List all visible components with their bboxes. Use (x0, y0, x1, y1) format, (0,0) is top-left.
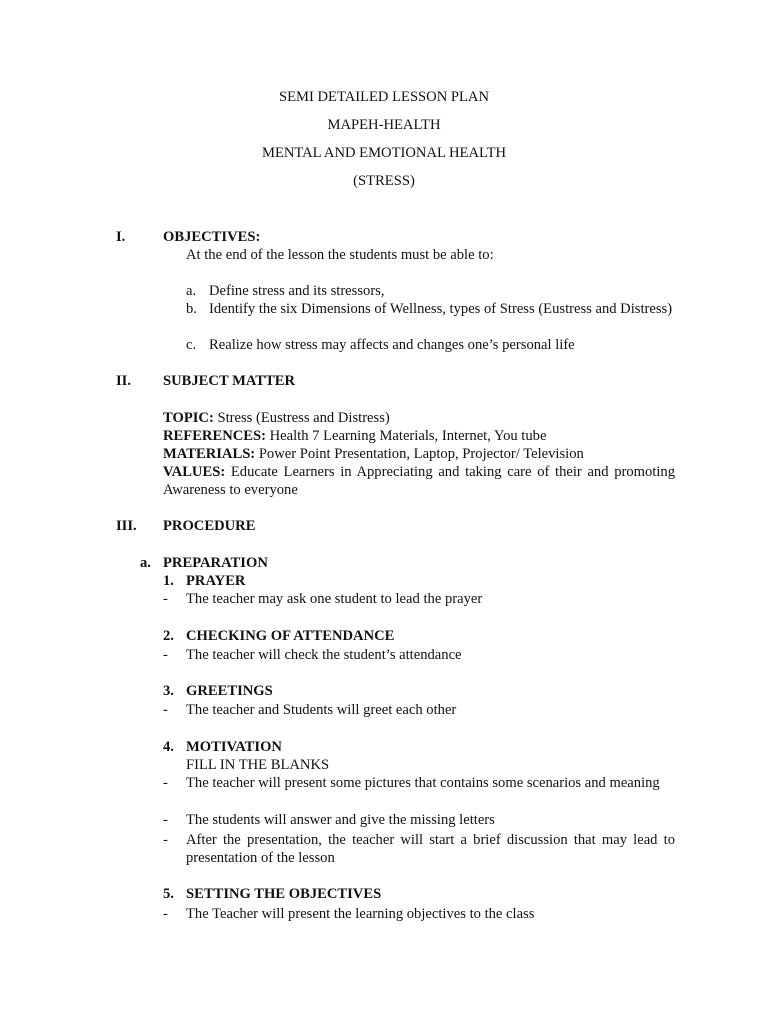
step-bullet: The teacher and Students will greet each other (186, 702, 457, 718)
doc-subtopic: (STRESS) (353, 173, 415, 189)
bullet-dash: - (163, 812, 168, 828)
materials-value: Power Point Presentation, Laptop, Projector/ Television (255, 446, 584, 462)
topic-line (163, 409, 390, 427)
objectives-intro: At the end of the lesson the students must be able to: (186, 247, 494, 263)
step-title: CHECKING OF ATTENDANCE (186, 628, 395, 644)
section-title-procedure: PROCEDURE (163, 518, 256, 534)
references-value: Health 7 Learning Materials, Internet, You tube (265, 428, 547, 444)
section-title-subject-matter: SUBJECT MATTER (163, 373, 296, 389)
doc-subject: MAPEH-HEALTH (327, 117, 441, 133)
step-number: 2. (163, 628, 174, 644)
bullet-dash: - (163, 647, 168, 663)
step-bullet: The Teacher will present the learning objectives to the class (186, 906, 535, 922)
step-title: MOTIVATION (186, 739, 282, 755)
step-title: SETTING THE OBJECTIVES (186, 886, 382, 902)
bullet-dash: - (163, 591, 168, 607)
bullet-dash: - (163, 906, 168, 922)
objective-item: Identify the six Dimensions of Wellness, types of Stress (Eustress and Distress) (209, 301, 673, 317)
step-bullet: The students will answer and give the missing letters (186, 812, 495, 828)
topic-value: Stress (Eustress and Distress) (213, 410, 390, 426)
references-line (163, 427, 546, 445)
topic-label: TOPIC: (163, 410, 214, 426)
bullet-dash: - (163, 775, 168, 791)
values-label: VALUES: (163, 464, 226, 480)
step-title: PRAYER (186, 573, 246, 589)
section-number-objectives: I. (116, 229, 126, 245)
objective-item: Define stress and its stressors, (209, 283, 385, 299)
objective-marker: c. (186, 337, 197, 353)
step-number: 3. (163, 683, 174, 699)
step-title: GREETINGS (186, 683, 273, 699)
materials-line (163, 445, 584, 463)
section-number-procedure: III. (116, 518, 137, 534)
values-value: Educate Learners in Appreciating and taking care of their and promoting Awareness to everyone (163, 464, 675, 499)
step-number: 1. (163, 573, 174, 589)
references-label: REFERENCES: (163, 428, 266, 444)
bullet-dash: - (163, 702, 168, 718)
materials-label: MATERIALS: (163, 446, 256, 462)
step-bullet: The teacher will check the student’s attendance (186, 647, 462, 663)
procedure-sub-title: PREPARATION (163, 555, 268, 571)
step-bullet: The teacher will present some pictures that contains some scenarios and meaning (186, 775, 660, 791)
step-bullet: The teacher may ask one student to lead the prayer (186, 591, 483, 607)
doc-topic: MENTAL AND EMOTIONAL HEALTH (261, 145, 507, 161)
section-title-objectives: OBJECTIVES: (163, 229, 261, 245)
objective-item: Realize how stress may affects and changes one’s personal life (209, 337, 575, 353)
procedure-sub-marker: a. (140, 555, 151, 571)
doc-title: SEMI DETAILED LESSON PLAN (278, 89, 490, 105)
section-number-subject-matter: II. (116, 373, 132, 389)
values-line (163, 463, 675, 500)
step-number: 5. (163, 886, 174, 902)
step-number: 4. (163, 739, 174, 755)
objective-marker: a. (186, 283, 197, 299)
step-subtitle: FILL IN THE BLANKS (186, 757, 330, 773)
step-bullet: After the presentation, the teacher will start a brief discussion that may lead to presentation of the lesson (186, 832, 675, 867)
bullet-dash: - (163, 832, 168, 848)
objective-marker: b. (186, 301, 197, 317)
